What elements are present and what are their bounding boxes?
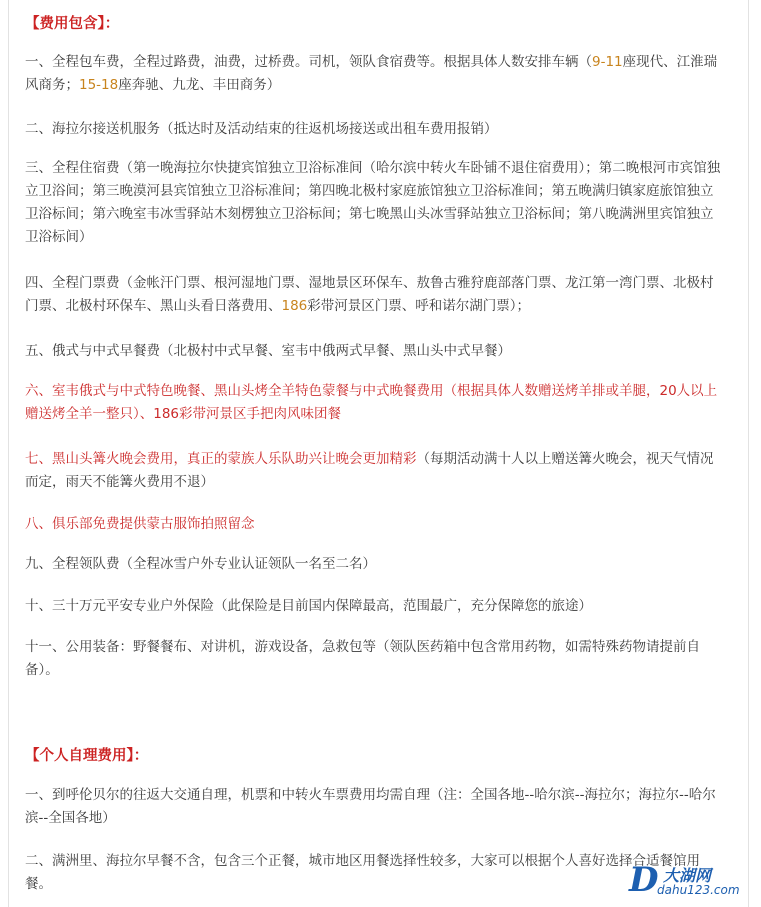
item-4-text-end: 彩带河景区门票、呼和诺尔湖门票）； — [307, 298, 531, 314]
section-heading-self-paid: 【个人自理费用】： — [25, 748, 149, 764]
item-1-number-b: 15-18 — [79, 77, 119, 93]
item-4-number: 186 — [281, 298, 308, 314]
list-item-2: 二、海拉尔接送机服务（抵达时及活动结束的往返机场接送或出租车费用报销） — [25, 121, 498, 137]
watermark-brand: 大湖网 — [663, 866, 712, 885]
item-1-text: 一、全程包车费，全程过路费，油费，过桥费。司机，领队食宿费等。根据具体人数安排车辆（ — [25, 54, 592, 70]
item-7-highlight: 七、黑山头篝火晚会费用，真正的蒙族人乐队助兴让晚会更加精彩 — [25, 451, 417, 467]
self-paid-item-1: 一、到呼伦贝尔的往返大交通自理，机票和中转火车票费用均需自理（注：全国各地--哈尔滨--海拉尔；海拉尔--哈尔滨--全国各地） — [25, 787, 716, 826]
watermark-url: dahu123.com — [657, 883, 740, 897]
self-paid-item-2: 二、满洲里、海拉尔早餐不含，包含三个正餐，城市地区用餐选择性较多，大家可以根据个人喜好选择合适餐馆用餐。 — [25, 853, 700, 892]
list-item-7 — [25, 448, 725, 494]
list-item-11: 十一、公用装备：野餐餐布、对讲机，游戏设备，急救包等（领队医药箱中包含常用药物，如需特殊药物请提前自备）。 — [25, 639, 700, 678]
watermark-letter: D — [629, 860, 659, 900]
list-item-5: 五、俄式与中式早餐费（北极村中式早餐、室韦中俄两式早餐、黑山头中式早餐） — [25, 343, 511, 359]
list-item-3: 三、全程住宿费（第一晚海拉尔快捷宾馆独立卫浴标准间（哈尔滨中转火车卧铺不退住宿费用）；第二晚根河市宾馆独立卫浴间；第三晚漠河县宾馆独立卫浴标准间；第四晚北极村家庭旅馆独立卫浴标准间；第五晚满归镇家庭旅馆独立卫浴标间；第六晚室韦冰雪驿站木刻楞独立卫浴标间；第七晚黑山头冰雪驿站独立卫浴标间；第八晚满洲里宾馆独立卫浴标间） — [25, 160, 721, 245]
list-item-10: 十、三十万元平安专业户外保险（此保险是目前国内保障最高，范围最广，充分保障您的旅途） — [25, 598, 592, 614]
watermark-logo — [629, 861, 747, 901]
list-item-9: 九、全程领队费（全程冰雪户外专业认证领队一名至二名） — [25, 556, 376, 572]
list-item-8: 八、俱乐部免费提供蒙古服饰拍照留念 — [25, 516, 255, 532]
item-1-text-mid: 座现代、江淮瑞风商务； — [25, 54, 718, 93]
list-item-6: 六、室韦俄式与中式特色晚餐、黑山头烤全羊特色蒙餐与中式晚餐费用（根据具体人数赠送烤羊排或羊腿，20人以上赠送烤全羊一整只）、186彩带河景区手把肉风味团餐 — [25, 383, 718, 422]
item-7-text: （每期活动满十人以上赠送篝火晚会，视天气情况而定，雨天不能篝火费用不退） — [25, 451, 714, 490]
item-1-text-end: 座奔驰、九龙、丰田商务） — [118, 77, 281, 93]
item-4-text: 四、全程门票费（金帐汗门票、根河湿地门票、湿地景区环保车、敖鲁古雅狩鹿部落门票、龙江第一湾门票、北极村门票、北极村环保车、黑山头看日落费用、 — [25, 275, 714, 314]
list-item-4 — [25, 272, 725, 318]
list-item-1 — [25, 51, 725, 97]
section-heading-included: 【费用包含】： — [25, 16, 120, 32]
item-1-number-a: 9-11 — [592, 54, 623, 70]
